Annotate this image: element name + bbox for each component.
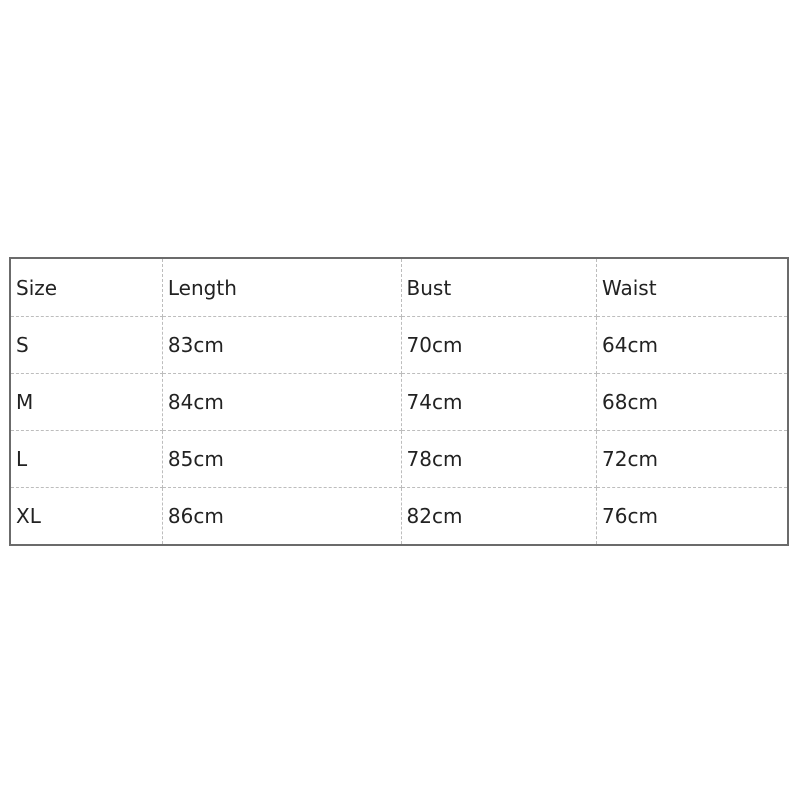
cell-size: XL bbox=[10, 488, 162, 546]
cell-size: S bbox=[10, 317, 162, 374]
header-bust: Bust bbox=[401, 258, 597, 317]
cell-waist: 72cm bbox=[597, 431, 789, 488]
cell-size: M bbox=[10, 374, 162, 431]
cell-size: L bbox=[10, 431, 162, 488]
cell-waist: 64cm bbox=[597, 317, 789, 374]
cell-length: 86cm bbox=[162, 488, 401, 546]
table-header-row bbox=[10, 258, 788, 317]
header-waist: Waist bbox=[597, 258, 789, 317]
table-row bbox=[10, 431, 788, 488]
cell-waist: 76cm bbox=[602, 504, 658, 528]
table-row bbox=[10, 317, 788, 374]
cell-waist: 68cm bbox=[597, 374, 789, 431]
cell-bust: 82cm bbox=[401, 488, 597, 546]
header-length: Length bbox=[162, 258, 401, 317]
cell-bust: 74cm bbox=[401, 374, 597, 431]
cell-length: 84cm bbox=[162, 374, 401, 431]
size-chart-table bbox=[9, 257, 789, 546]
cell-bust: 78cm bbox=[401, 431, 597, 488]
table-row bbox=[10, 488, 788, 546]
header-size: Size bbox=[10, 258, 162, 317]
cell-length: 85cm bbox=[162, 431, 401, 488]
table-row bbox=[10, 374, 788, 431]
cell-length: 83cm bbox=[162, 317, 401, 374]
cell-bust: 70cm bbox=[401, 317, 597, 374]
